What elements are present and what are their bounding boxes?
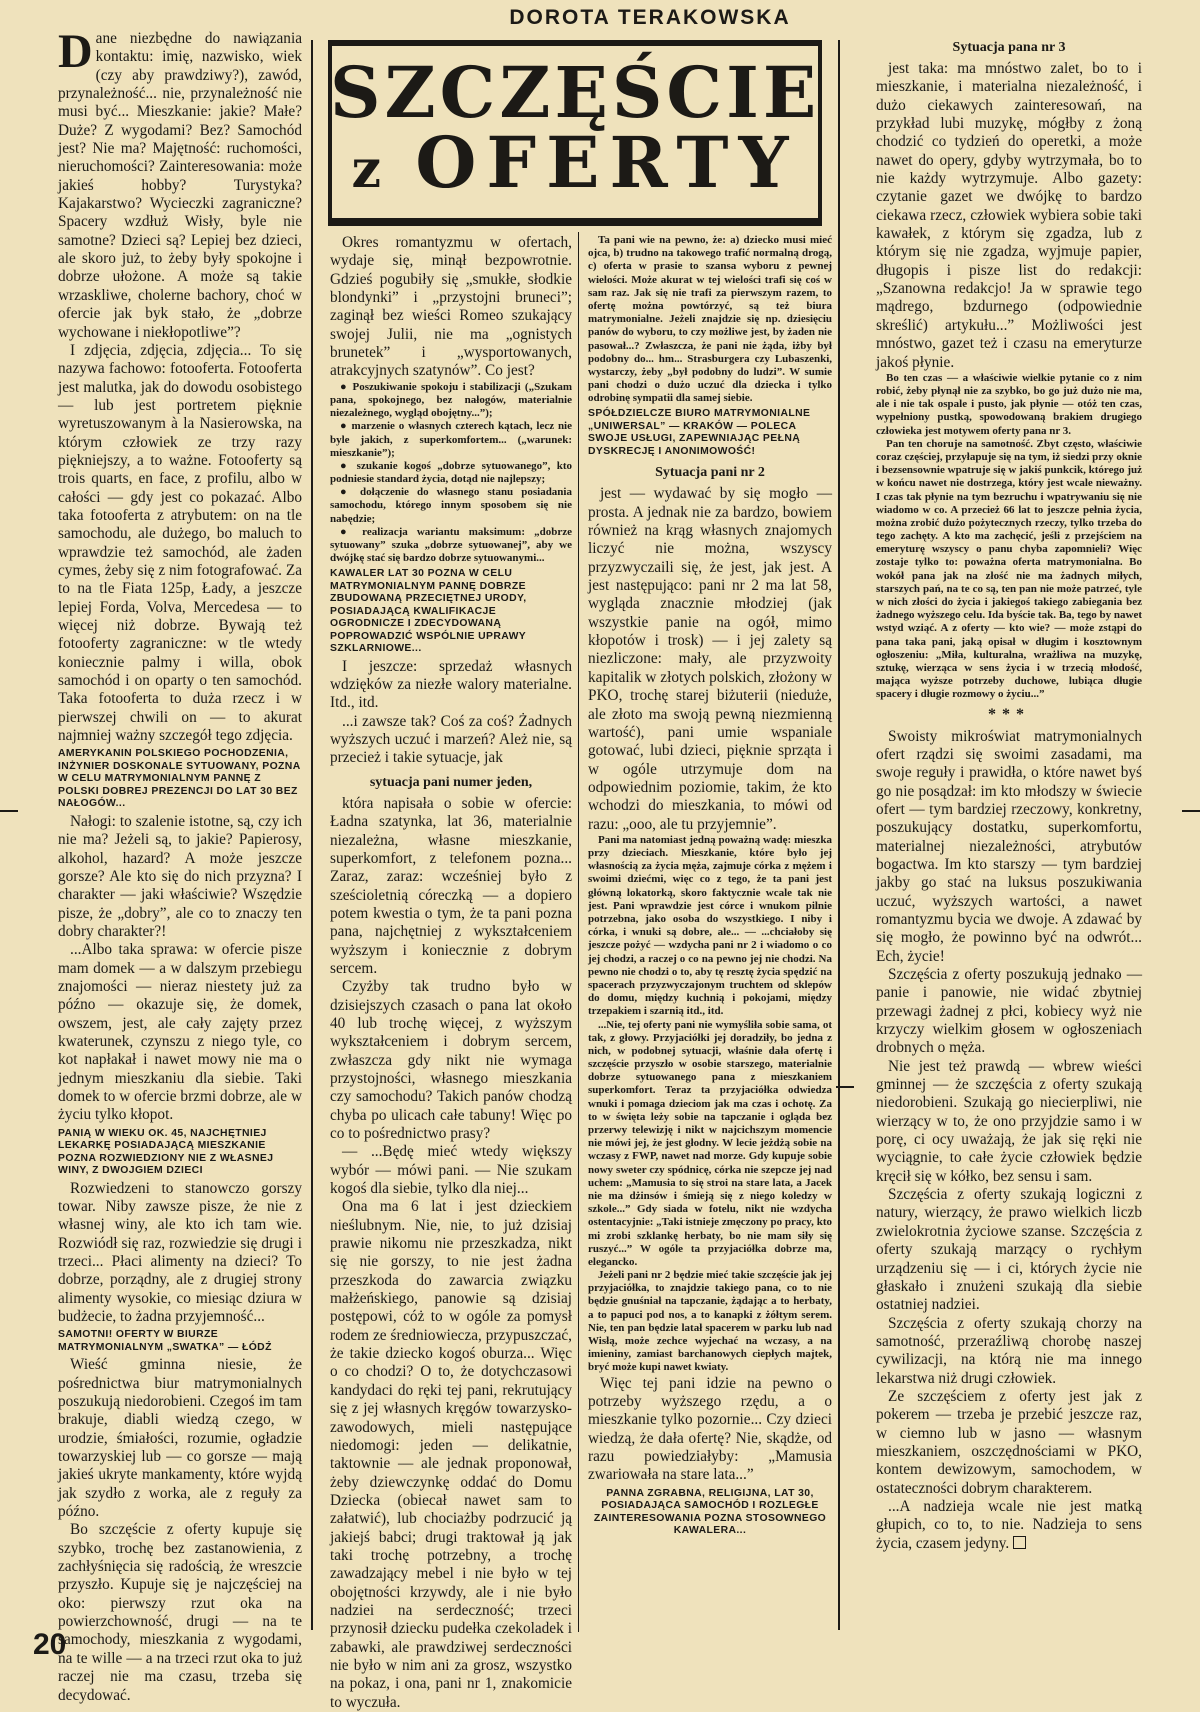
paragraph: Rozwiedzeni to stanowczo gorszy towar. Niby zawsze pisze, że nie z własnej winy, ale kto ich tam wie. Rozwiódł się raz, rozwiedzie się drugi i trzeci... Płaci alimenty na dzieci? To dobrze, porządny, ale z drugiej strony alimenty wysokie, co miesiąc dziura w budżecie, to żadna przyjemność...: [58, 1179, 302, 1326]
list-item: ● Poszukiwanie spokoju i stabilizacji („Szukam pana, spokojnego, bez nałogów, materialnie niezależnego, wygląd obojętny...”);: [330, 380, 572, 420]
paragraph: Okres romantyzmu w ofertach, wydaje się, minął bezpowrotnie. Gdzieś pogubiły się „smukłe, słodkie blondynki” i „przystojni bruneci”; zaginął bez wieści Romeo szukający swojej Julii, nie ma „ognistych brunetek” i „wysportowanych, atrakcyjnych szatynów”. Co jest?: [330, 234, 572, 380]
paragraph: ...Albo taka sprawa: w ofercie pisze mam domek — a w dalszym przebiegu znajomości — nieraz niestety już za późno — okazuje się, że domek, owszem, jest, ale cały zajęty przez kwaterunek, czynszu z niego tyle, co kot napłakał i nawet mowy nie ma o jednym mieszkaniu dla siebie. Taki domek to w ofercie brzmi dobrze, ale w życiu tylko kłopot.: [58, 941, 302, 1124]
column-rule-2: [578, 232, 579, 1632]
author-name: DOROTA TERAKOWSKA: [509, 6, 791, 29]
column-rule-1: [311, 40, 313, 1630]
small-paragraph: Bo ten czas — a właściwie wielkie pytanie co z nim robić, żeby płynął nie za szybko, bo go już dużo nie ma, ale i nie tak ospale i pusto, jak płynie — otóż ten czas, wypełniony pustką, spowodowaną brakiem drugiego człowieka jest motywem oferty pana nr 3.: [876, 371, 1142, 437]
column-3: [588, 234, 832, 1628]
paragraph: Ze szczęściem z oferty jest jak z pokerem — trzeba je przebić jeszcze raz, w ciemno lub w jasno — własnym mieszkaniem, oszczędnościami w PKO, kontem dewizowym, samochodem, w ostateczności dobrym charakterem.: [876, 1387, 1142, 1497]
article-title-line2: [330, 121, 820, 204]
column-4: [876, 40, 1142, 1628]
paragraph: jest — wydawać by się mogło — prosta. A jednak nie za bardzo, bowiem również na krąg własnych znajomych liczyć nie można, wszyscy przyzwyczaili się, że jest, jak jest. A jest następująco: pani nr 2 ma lat 58, wygląda znacznie młodziej (jak wszystkie panie na ogół, mimo kłopotów i trosk) — i jej zalety są niezliczone: mały, ale przyzwoity kapitalik w złotych polskich, złożony w PKO, trochę starej biżuterii (nieduże, ale złoto ma swoją pewną niezmienną wartość), pani umie wspaniale gotować, lubi dzieci, pięknie sprząta i w ogóle utrzymuje dom na odpowiednim poziomie, takim, że kto wchodzi do mieszkania, to mówi od razu: „ooo, ale tu przyjemnie”.: [588, 485, 832, 833]
margin-mark: [1182, 810, 1200, 812]
column-2: [330, 234, 572, 1711]
small-paragraph: Pan ten choruje na samotność. Zbyt często, właściwie coraz częściej, przyłapuje się na tym, iż siedzi przy oknie i bezsensownie wpatruje się w jakiś punkcik, którego już w końcu nawet nie dostrzega, który jest wcale nieważny. I czas tak płynie na tym bezruchu i wpatrywaniu się nie wiadomo w co. A przecież 66 lat to jeszcze pełnia życia, można zrobić dużo pożytecznych rzeczy, tylko trzeba do tego zachęty. A kto ma zachęcić, jeśli z przejściem na emeryturę wszyscy o panu chyba zapomnieli? Więc zostaje tylko to: poważna oferta matrymonialna. Bo wokół pana jak na złość nie ma żadnych miłych, starszych pań, na te co są, ten pan nie może patrzeć, tyle w nich złości do życia i jakiegoś takiego zabiegania bez żadnego wyższego celu. Ida byście tak. Ba, tego by nawet wstyd wziąć. A z oferty — kto wie? — może zstąpi do pana taka pani, jaką opisał w długim i kosztownym ogłoszeniu: „Miła, kulturalna, wrażliwa na muzykę, sztukę, wierząca w sens życia i w trzecią młodość, mająca wyższe potrzeby duchowe, lubiąca długie spacery i długie rozmowy o życiu...”: [876, 437, 1142, 701]
end-mark-icon: [1013, 1536, 1026, 1549]
section-subheading: Sytuacja pana nr 3: [952, 40, 1066, 55]
paragraph: Wieść gminna niesie, że pośrednictwa biur matrymonialnych poszukują niedorobieni. Czegoś im tam brakuje, diabli wiedzą czego, w urodzie, śmiałości, rozumie, ogładzie towarzyskiej lub — co gorsze — mają jakieś ukryte mankamenty, które wyjdą jak szydło z worka, ale z reguły za późno.: [58, 1356, 302, 1521]
title-top-rule: [328, 40, 822, 46]
column-rule-3: [838, 40, 840, 1630]
paragraph: Ona ma 6 lat i jest dzieckiem nieślubnym. Nie, nie, to już dzisiaj prawie nikomu nie przeszkadza, nikt się nie gorszy, to nie jest żadna przeszkoda do zawarcia związku małżeńskiego, panowie są dzisiaj postępowi, cóż to w ogóle za pomysł rodem ze średniowiecza, przypuszczać, że takie dziecko kogoś oburza... Więc o co chodzi? O to, że dotychczasowi kandydaci do ręki tej pani, rekrutujący się z jej własnych kręgów towarzysko-zawodowych, mieli następujące niedomogi: jeden — delikatnie, taktownie — ale jednak proponował, żeby dziewczynkę oddać do Domu Dziecka (obiecał nawet sam to załatwić), lub chociażby podrzucić ją jakiejś babci; drugi traktował ją jak taki trochę potrzebny, a trochę zawadzający mebel i nie było w tej obojętności krzywdy, ale i nie było nadziei na serdeczność; trzeci przynosił dziecku pudełka czekoladek i zabawki, ale prawdziwej serdeczności nie było w nim ani za grosz, wszystko na pokaz, i ona, pani nr 1, znakomicie to wyczuła.: [330, 1198, 572, 1711]
list-item: ● realizacja wariantu maksimum: „dobrze sytuowany” szuka „dobrze sytuowanej”, aby we dwójkę stać się bardzo dobrze sytuowanymi...: [330, 525, 572, 565]
title-word: OFERTY: [415, 121, 799, 204]
classified-ad: SPÓŁDZIELCZE BIURO MATRYMONIALNE „UNIWERSAL” — KRAKÓW — POLECA SWOJE USŁUGI, ZAPEWNIAJĄC PEŁNĄ DYSKRECJĘ I ANONIMOWOŚĆ!: [588, 408, 811, 457]
classified-ad: KAWALER LAT 30 POZNA W CELU MATRYMONIALNYM PANNĘ DOBRZE ZBUDOWANĄ PRZECIĘTNEJ URODY, POSIADAJĄCĄ KWALIFIKACJE OGRODNICZE I ZDECYDOWANĄ POPROWADZIĆ WSPÓLNIE UPRAWY SZKLARNIOWE...: [330, 568, 527, 655]
small-paragraph: Pani ma natomiast jedną poważną wadę: mieszka przy dzieciach. Mieszkanie, które było jej własnością za życia męża, zajmuje córka z mężem i swoimi dziećmi, więc co z tego, że ta pani jest główną lokatorką, skoro faktycznie wcale tak nie jest. Pani wprawdzie jest córce i wnukom pilnie potrzebna, jako osoba do wszystkiego. I niby i córka, i wnuki są dobre, ale... — ...chciałoby się jeszcze pożyć — wzdycha pani nr 2 i wiadomo o co jej chodzi, a raczej o co na pewno jej nie chodzi. Na pewno nie chodzi o to, aby tę resztę życia spędzić na spacerach przyzwyczajonym truchtem od sklepów do domu, między kuchnią i pokojami, między trzepakiem i szarnią itd., itd.: [588, 833, 832, 1018]
list-item: ● dołączenie do własnego stanu posiadania samochodu, którego innym sposobem się nie nabędzie;: [330, 486, 572, 525]
list-item: ● szukanie kogoś „dobrze sytuowanego”, kto podniesie standard życia, dotąd nie najlepszy;: [330, 459, 572, 486]
small-paragraph: Jeżeli pani nr 2 będzie mieć takie szczęście jak jej przyjaciółka, to znajdzie takiego pana, co to nie będzie gnuśniał na tapczanie, żądając a to herbaty, a to papuci pod nos, a to kanapki z żółtym serem. Nie, ten pan będzie latał spacerem w parku lub nad Wisłą, może zechce wyjechać na wczasy, a na imieniny, zamiast barchanowych ciepłych majtek, bryć może kupi nawet kwiaty.: [588, 1269, 832, 1374]
paragraph: Nie jest też prawdą — wbrew wieści gminnej — że szczęścia z oferty szukają niedorobieni. Szukają go niecierpliwi, nie wierzący w to, że ono przyjdzie samo i w porę, ci ocy uważają, że jak się ręki nie wyciągnie, to całe życie człowiek będzie kręcił się w kółko, bez sensu i sam.: [876, 1057, 1142, 1185]
title-connector: z: [351, 139, 382, 200]
paragraph: ...i zawsze tak? Coś za coś? Żadnych wyższych uczuć i marzeń? Ależ nie, są przecież i takie sytuacje, jak: [330, 712, 572, 767]
title-bottom-rule: [328, 218, 822, 226]
small-paragraph: Ta pani wie na pewno, że: a) dziecko musi mieć ojca, b) trudno na takowego trafić normalną drogą, c) oferta w prasie to szansa wyboru z pewnej wielości. Może akurat w tej wielości trafi się coś w sam raz. Jak się nie trafi za pierwszym razem, to ofertę można powtórzyć, są też biura matrymonialne. Jeżeli znajdzie się np. dziesięciu panów do wyboru, to czy możliwe jest, by żaden nie pasował...? Zwłaszcza, że pani nie żąda, iżby był podobny do... hm... Strasburgera czy Lubaszenki, wystarczy, żeby „był podobny do ludzi”. W sumie pani chodzi o dużo uczuć dla dziecka i tylko odrobinę sympatii dla samej siebie.: [588, 234, 832, 405]
classified-ad: PANIĄ W WIEKU OK. 45, NAJCHĘTNIEJ LEKARKĘ POSIADAJĄCĄ MIESZKANIE POZNA ROZWIEDZIONY NIE Z WŁASNEJ WINY, Z DWOJGIEM DZIECI: [58, 1127, 274, 1177]
paragraph: Czyżby tak trudno było w dzisiejszych czasach o pana lat około 40 lub trochę więcej, z wyższym wykształceniem i dobrym sercem, zwłaszcza gdy nikt nie wymaga przystojności, własnego mieszkania czy samochodu? Takich panów chodzą chyba po ulicach całe tabuny! Więc po co to pośrednictwo prasy?: [330, 978, 572, 1143]
article-title-line1: SZCZĘŚCIE: [330, 51, 821, 134]
paragraph: Bo szczęście z oferty kupuje się szybko, trochę bez zastanowienia, z zachłyśnięcia się radością, że wreszcie przyszło. Kupuje się je najczęściej na oko: pierwszy rzut oka na powierzchowność, drugi — na te samochody, mieszkania z wygodami, na te wille — a na trzeci rzut oka to już raczej nie ma czasu, trzeba się decydować.: [58, 1521, 302, 1704]
section-separator: ***: [988, 705, 1030, 723]
paragraph: Więc tej pani idzie na pewno o potrzeby wyższego rzędu, a o mieszkanie tylko pozornie... Czy dzieci wiedzą, że dała ofertę? Nie, skądże, od razu powiedziałyby: „Mamusia zwariowała na stare lata...”: [588, 1374, 832, 1484]
paragraph: Szczęścia z oferty szukają logiczni z natury, wierzący, że prawo wielkich liczb zwielokrotnia życiowe szanse. Szczęścia z oferty szukają marzący o rychłym urządzeniu się — i ci, których życie nie głaskało i znużeni szukają dla siebie ostatniej nadziei.: [876, 1186, 1142, 1314]
paragraph: [876, 1498, 1142, 1553]
section-subheading: Sytuacja pani nr 2: [655, 465, 765, 481]
classified-ad: SAMOTNI! OFERTY W BIURZE MATRYMONIALNYM „SWATKA” — ŁÓDŹ: [58, 1329, 272, 1353]
section-subheading: sytuacja pani numer jeden,: [369, 774, 533, 790]
paragraph-text: ...A nadzieja wcale nie jest matką głupich, co to, to nie. Nadzieja to sens życia, czasem jedyny.: [876, 1497, 1142, 1552]
page-number: 20: [33, 1628, 67, 1661]
paragraph: — ...Będę mieć wtedy większy wybór — mówi pani. — Nie szukam kogoś dla siebie, tylko dla niej...: [330, 1143, 572, 1198]
paragraph-text: ane niezbędne do nawiązania kontaktu: imię, nazwisko, wiek (czy aby prawdziwy?), zawód, przynależność... nie, przynależność nie musi być... Mieszkanie: jakie? Małe? Duże? Z wygodami? Bez? Samochód jest? Nie ma? Majętność: ruchomości, nieruchomości? Zainteresowania: może jakieś hobby? Turystyka? Kajakarstwo? Wycieczki zagraniczne? Spacery wzdłuż Wisły, byle nie samotne? Dzieci są? Lepiej bez dzieci, ale skoro już, to żeby były spokojne i dobrze ułożone. A może są takie wrzaskliwe, cholerne bachory, choć w ofercie jak byk stało, że „dobrze wychowane i niekłopotliwe”?: [58, 30, 302, 341]
column-1: [58, 25, 302, 1704]
margin-mark: [0, 810, 18, 812]
paragraph: Szczęścia z oferty szukają chorzy na samotność, przeraźliwą chorobę naszej cywilizacji, na którą nie ma innego lekarstwa niż drugi człowiek.: [876, 1314, 1142, 1387]
paragraph: I zdjęcia, zdjęcia, zdjęcia... To się nazywa fachowo: fotooferta. Fotooferta jest malutka, jak do dowodu osobistego — lub jest portretem pięknie wyretuszowanym à la Nasierowska, na którym człowiek ze trzy razy piękniejszy, a to ważne. Fotooferty są trois quarts, en face, z profilu, albo w całości — gdy jest co pokazać. Albo taka fotooferta z atrybutem: on na tle samochodu, ale dużego, bo maluch to wprawdzie też samochód, ale żaden cymes, żeby się z nim fotografować. Za to na tle Fiata 125p, Łady, a jeszcze lepiej Forda, Volva, Mercedesa — to więcej niż dobrze. Bywają też fotooferty zagraniczne: w tle wtedy koniecznie palmy i willa, obok samochód i on oparty o ten samochód. Taka fotooferta to duża rzecz i w pierwszej chwili on — to akurat najmniej ważny szczegół tego zdjęcia.: [58, 341, 302, 745]
paragraph: Nałogi: to szalenie istotne, są, czy ich nie ma? Jeżeli są, to jakie? Papierosy, alkohol, hazard? A może jeszcze gorsze? Ale kto się do nich przyzna? I charakter — jaki właściwie? Wszędzie pisze, że „dobry”, ale co to znaczy ten dobry charakter?!: [58, 812, 302, 940]
drop-cap: D: [58, 25, 93, 78]
classified-ad: AMERYKANIN POLSKIEGO POCHODZENIA, INŻYNIER DOSKONALE SYTUOWANY, POZNA W CELU MATRYMONIALNYM PANNĘ Z POLSKI DOBREJ PREZENCJI DO LAT 30 BEZ NAŁOGÓW...: [58, 748, 301, 810]
paragraph: która napisała o sobie w ofercie: Ładna szatynka, lat 36, materialnie niezależna, własne mieszkanie, superkomfort, z telefonem pozna... Zaraz, zaraz: wcześniej było z sześcioletnią córeczką — a dopiero potem kwestia o tym, że ta pani pozna pana, najchętniej z wykształceniem wyższym i koniecznie z dobrym sercem.: [330, 794, 572, 977]
paragraph: [58, 25, 302, 342]
paragraph: jest taka: ma mnóstwo zalet, bo to i mieszkanie, i materialna niezależność, i dużo ciekawych zainteresowań, na przykład lubi muzykę, mógłby z żoną chodzić co tydzień do operetki, a może nawet do opery, gdyby wytrzymała, bo to nie każdy wytrzymuje. Albo gazety: czytanie gazet we dwójkę to bardzo ciekawa rzecz, człowiek wybiera sobie taki kawałek, z którym się zgadza, lub z którym się nie zgadza, wyjmuje papier, długopis i pisze list do redakcji: „Szanowna redakcjo! Ja w sprawie tego mądrego, bzdurnego (odpowiednie skreślić) artykułu...” Możliwości jest mnóstwo, gazet też i czasu na emeryturze jakoś płynie.: [876, 60, 1142, 371]
list-item: ● marzenie o własnych czterech kątach, lecz nie byle jakich, z superkomfortem... („warunek: mieszkanie”);: [330, 420, 572, 459]
small-paragraph: ...Nie, tej oferty pani nie wymyśliła sobie sama, ot tak, z głowy. Przyjaciółki jej doradziły, bo jedna z nich, w podobnej sytuacji, właśnie dała ofertę i szczęście przyszło w osobie starszego, materialnie dobrze sytuowanego pana z mieszkaniem superkomfort. Teraz ta przyjaciółka odwiedza wnuki i pomaga dzieciom jak ma czas i ochotę. Za to w święta leży sobie na tapczanie i ogląda bez przerwy telewizję i nikt w najcichszym momencie nie mówi jej, że jest głodny. W lecie jeżdżą sobie na wczasy z FWP, nawet nad morze. Gdy kupuje sobie nowy sweter czy spódnicę, córka nie szepcze jej nad uchem: „Mamusia to się stroi na stare lata, a Jacek nie ma dżinsów i śmieją się z niego koledzy w szkole...” Gdy siada w fotelu, nikt nie wzdycha ostentacyjnie: „Taki istnieje zmęczony po pracy, kto mi zrobi szklankę herbaty, bo nie mam siły się ruszyć...” W ogóle ta przyjaciółka dobrze ma, elegancko.: [588, 1018, 832, 1268]
margin-mark: [836, 1086, 854, 1088]
paragraph: Swoisty mikroświat matrymonialnych ofert rządzi się swoimi zasadami, ma swoje reguły i prawidła, o które nawet byś go nie posądzał: im kto młodszy w świecie ofert — tym bardziej rzeczowy, konkretny, poszukujący dostatku, superkomfortu, materialnej niezależności, atrybutów bogactwa. Im kto starszy — tym bardziej jakby go stać na luksus poszukiwania uczuć, wyższych wartości, a nawet romantyzmu bycia we dwoje. A zdawać by się mogło, że powinno być na odwrót... Ech, życie!: [876, 727, 1142, 965]
paragraph: I jeszcze: sprzedaż własnych wdzięków za niezłe walory materialne. Itd., itd.: [330, 657, 572, 712]
classified-ad: PANNA ZGRABNA, RELIGIJNA, LAT 30, POSIADAJĄCA SAMOCHÓD I ROZLEGŁE ZAINTERESOWANIA POZNA STOSOWNEGO KAWALERA...: [593, 1487, 827, 1537]
paragraph: Szczęścia z oferty poszukują jednako — panie i panowie, nie widać zbytniej przewagi żadnej z płci, kobiecy wyż nie krzyczy wielkim głosem w ogłoszeniach drobnych o męża.: [876, 966, 1142, 1057]
